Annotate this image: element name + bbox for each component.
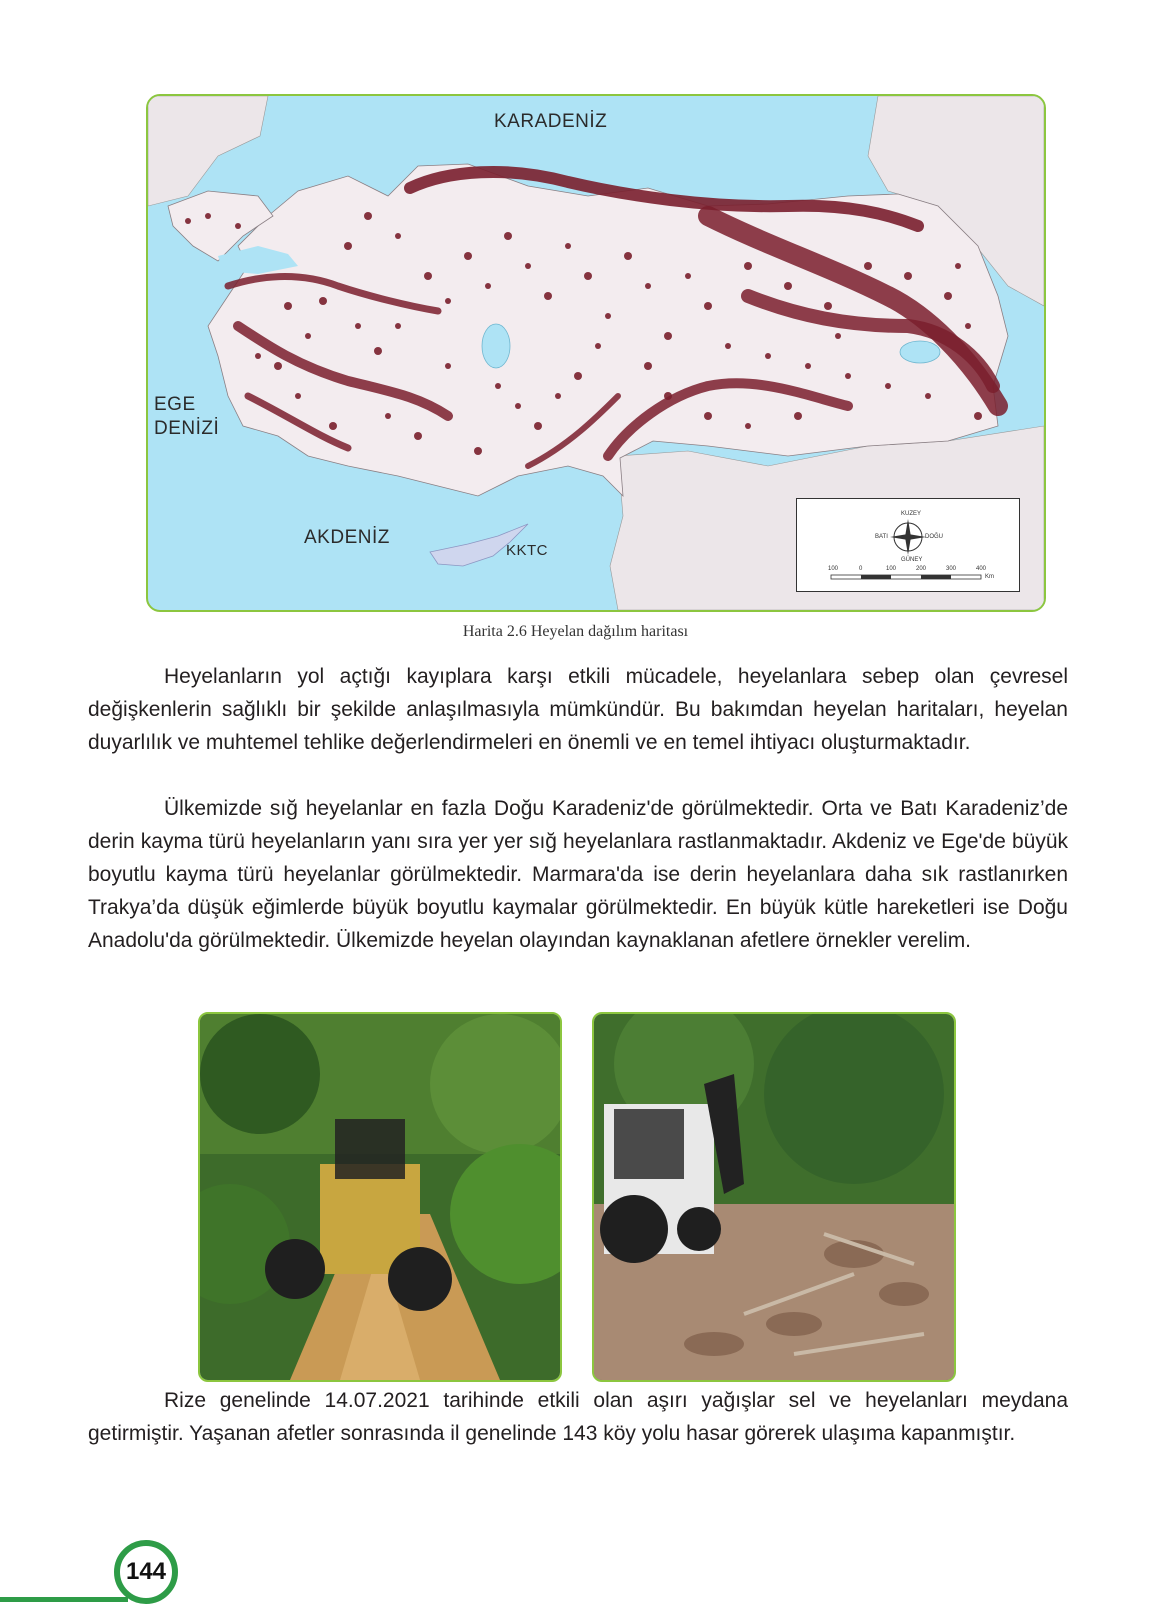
scale-tick: 100: [886, 566, 897, 572]
paragraph-2: Ülkemizde sığ heyelanlar en fazla Doğu Karadeniz'de görülmektedir. Orta ve Batı Karadeniz’de derin kayma türü heyelanların yanı sıra yer yer sığ heyelanlara rastlanmaktadır. Akdeniz ve Ege'de büyük boyutlu kayma türü heyelanlar görülmektedir. Marmara'da ise derin heyelanlara daha sık rastlanırken Trakya’da düşük eğimlerde büyük boyutlu kaymalar görülmektedir. En büyük kütle hareketleri ise Doğu Anadolu'da görülmektedir. Ülkemizde heyelan olayından kaynaklanan afetlere örnekler verelim.: [88, 797, 1068, 952]
page-number: 144: [114, 1540, 178, 1604]
scale-tick: 100: [828, 566, 839, 572]
paragraph-3: Rize genelinde 14.07.2021 tarihinde etkili olan aşırı yağışlar sel ve heyelanları meydana getirmiştir. Yaşanan afetler sonrasında il genelinde 143 köy yolu hasar görerek ulaşıma kapanmıştır.: [88, 1389, 1068, 1445]
compass-west: BATI: [875, 534, 888, 540]
landslide-map: [146, 94, 1046, 612]
aegean-label-line1: EGE: [154, 394, 196, 415]
map-caption: Harita 2.6 Heyelan dağılım haritası: [462, 623, 689, 640]
black-sea-label: KARADENİZ: [494, 111, 608, 132]
kktc-label: KKTC: [506, 542, 549, 559]
paragraph-1: Heyelanların yol açtığı kayıplara karşı etkili mücadele, heyelanlara sebep olan çevresel değişkenlerin sağlıklı bir şekilde anlaşılmasıyla mümkündür. Bu bakımdan heyelan haritaları, heyelan duyarlılık ve muhtemel tehlike değerlendirmeleri en önemli ve en temel ihtiyacı oluşturmaktadır.: [88, 665, 1068, 754]
scale-tick: 200: [916, 566, 927, 572]
scale-unit: Km: [985, 574, 994, 580]
compass-north: KUZEY: [901, 511, 922, 517]
compass-scale-box: [796, 498, 1020, 592]
photo-grader-on-road: [198, 1012, 562, 1382]
page-footer-line: [0, 1597, 128, 1602]
scale-tick: 400: [976, 566, 987, 572]
compass-east: DOĞU: [925, 534, 943, 540]
photo-backhoe-debris: [592, 1012, 956, 1382]
scale-tick: 0: [859, 566, 863, 572]
mediterranean-label: AKDENİZ: [304, 527, 390, 548]
aegean-label-line2: DENİZİ: [154, 418, 220, 439]
scale-tick: 300: [946, 566, 957, 572]
compass-south: GÜNEY: [901, 557, 923, 563]
